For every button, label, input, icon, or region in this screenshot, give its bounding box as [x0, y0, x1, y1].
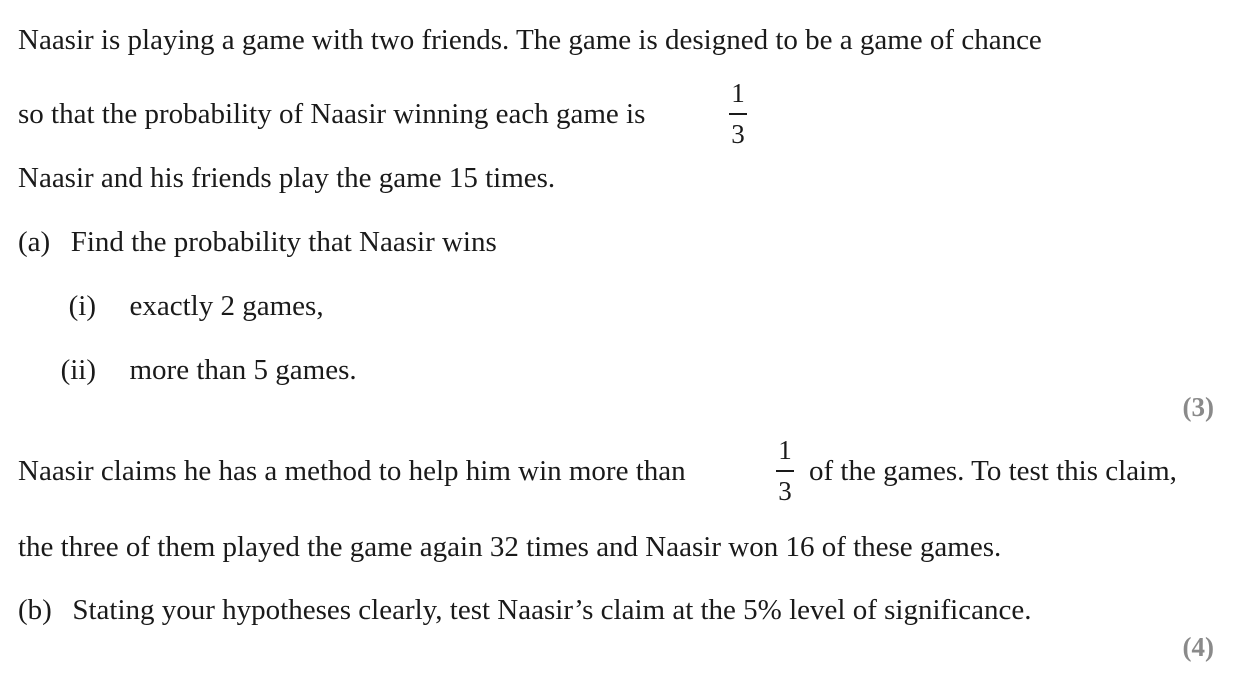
fraction-bar: [729, 113, 747, 115]
probability-fraction: [727, 80, 749, 148]
part-a-ii-label: (ii): [60, 354, 96, 386]
fraction-denominator: 3: [731, 118, 745, 149]
fraction-bar: [776, 470, 794, 472]
claim-line-2: the three of them played the game again 32 times and Naasir won 16 of these games.: [18, 531, 1002, 563]
part-b-text: Stating your hypotheses clearly, test Naasir’s claim at the 5% level of significance.: [72, 594, 1032, 626]
intro-line-1: Naasir is playing a game with two friends. The game is designed to be a game of chance: [18, 24, 1042, 56]
part-b-marks: (4): [1182, 632, 1214, 662]
part-a-text: Find the probability that Naasir wins: [70, 226, 497, 258]
intro-line-2: so that the probability of Naasir winning each game is: [18, 98, 646, 130]
claim-line-1a: Naasir claims he has a method to help him win more than: [18, 455, 686, 487]
part-b: [18, 596, 1031, 625]
intro-line-3: Naasir and his friends play the game 15 times.: [18, 162, 556, 194]
fraction-numerator: 1: [731, 78, 745, 108]
fraction-denominator: 3: [778, 475, 792, 506]
fraction-numerator: 1: [778, 435, 792, 465]
part-a-label: (a): [18, 226, 51, 258]
part-a-marks: (3): [1182, 392, 1214, 422]
part-a-i-text: exactly 2 games,: [129, 290, 324, 322]
part-b-label: (b): [18, 594, 52, 626]
claim-fraction: [774, 437, 796, 505]
part-a-ii-text: more than 5 games.: [129, 354, 357, 386]
claim-line-1b: of the games. To test this claim,: [809, 455, 1177, 487]
part-a-i-label: (i): [68, 290, 96, 322]
part-a-i: [0, 292, 324, 321]
part-a-ii: [0, 356, 357, 385]
part-a: [18, 228, 497, 257]
